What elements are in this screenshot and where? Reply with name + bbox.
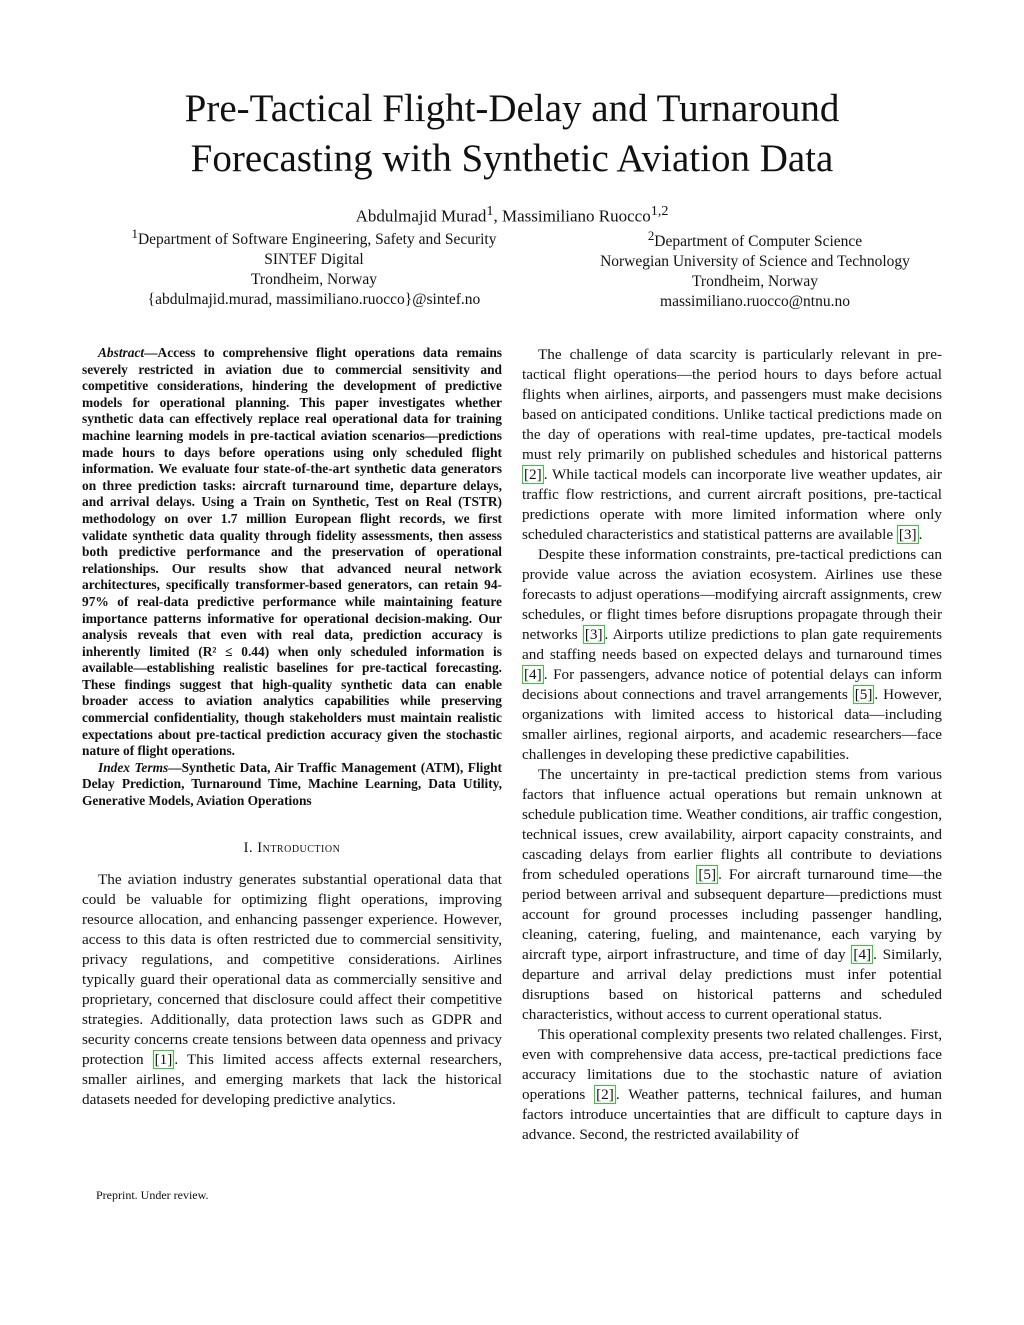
citation-link[interactable]: [1] [154, 1050, 173, 1068]
author-superscript: 1,2 [650, 203, 669, 219]
citation-link[interactable]: [3] [898, 526, 917, 543]
section-heading [82, 838, 502, 858]
paragraph [522, 1025, 942, 1145]
abstract [82, 345, 502, 760]
affiliation-email: massimiliano.ruocco@ntnu.no [660, 293, 850, 311]
paragraph-text: The uncertainty in pre-tactical prediction stems from various factors that influence actual operations but remain unknown at schedule publication time. Weather conditions, air traffic congestion, technical issues, crew availability, airport capacity constraints, and cascading delays from earlier flights all contribute to deviations from scheduled operations [522, 766, 942, 883]
section-number: I. [243, 839, 258, 856]
footnote: Preprint. Under review. [96, 1188, 209, 1202]
paper-title [0, 84, 1024, 184]
citation-link[interactable]: [5] [698, 866, 717, 883]
citation-link[interactable]: [4] [524, 666, 542, 683]
author-name: Massimiliano Ruocco [501, 206, 651, 226]
index-terms-label: Index Terms [98, 759, 169, 775]
paragraph-text: The aviation industry generates substantial operational data that could be valuable for optimizing flight operations, improving resource allocation, and enhancing passenger experience. However, access to this data is often restricted due to commercial sensitivity, privacy regulations, and competitive considerations. Airlines typically guard their operational data as commercially sensitive and proprietary, concerned that disclosure could affect their competitive strategies. Additionally, data protection laws such as GDPR and security concerns create tensions between data openness and privacy protection [82, 870, 502, 1068]
paragraph-text: . For passengers, advance notice of potential delays can inform decisions about connections and travel arrangements [522, 666, 942, 703]
paragraph-text: Despite these information constraints, pre-tactical predictions can provide value across the aviation ecosystem. Airlines use these forecasts to adjust operations—modifying aircraft assignments, crew schedules, or flight times before disruptions propagate through their networks [522, 546, 942, 643]
paragraph-text: . While tactical models can incorporate live weather updates, air traffic flow restrictions, and current aircraft positions, pre-tactical predictions operate with more limited information where only scheduled characteristics and statistical patterns are available [522, 466, 942, 543]
author-name: Abdulmajid Murad [355, 206, 487, 226]
abstract-label: Abstract [98, 345, 145, 360]
section-title: Introduction [257, 839, 341, 856]
affiliation-superscript: 2 [647, 228, 655, 243]
paragraph-text: . However, organizations with limited access to historical data—including smaller airlines, regional airports, and academic researchers—face challenges in developing these predictive capabilities. [522, 686, 942, 763]
author-separator: , [493, 206, 502, 226]
affiliation-city: Trondheim, Norway [250, 271, 377, 289]
paragraph [522, 765, 942, 1025]
affiliation-department: Department of Software Engineering, Safety and Security [137, 231, 497, 249]
citation-link[interactable]: [2] [596, 1086, 614, 1103]
citation-link[interactable]: [3] [584, 626, 603, 643]
paragraph-text: The challenge of data scarcity is particularly relevant in pre-tactical flight operations—the period hours to days before actual flights when airlines, airports, and passengers must make decisions based on anticipated conditions. Unlike tactical predictions made on the day of operations with real-time updates, pre-tactical models must rely primarily on published schedules and historical patterns [522, 346, 942, 463]
affiliation-2 [580, 226, 930, 312]
citation-link[interactable]: [4] [853, 946, 872, 963]
affiliation-city: Trondheim, Norway [691, 273, 818, 291]
paragraph-text: . [918, 526, 923, 543]
abstract-text: —Access to comprehensive flight operations data remains severely restricted in aviation due to commercial sensitivity and competitive considerations, hindering the development of predictive models for operational planning. This paper investigates whether synthetic data can effectively replace real operational data for training machine learning models in pre-tactical aviation scenarios—predictions made hours to days before operations using only scheduled flight information. We evaluate four state-of-the-art synthetic data generators on three prediction tasks: aircraft turnaround time, departure delays, and arrival delays. Using a Train on Synthetic, Test on Real (TSTR) methodology on over 1.7 million European flight records, we first validate synthetic data quality through fidelity assessments, then assess both predictive performance and the preservation of operational relationships. Our results show that advanced neural network architectures, specifically transformer-based generators, can retain 94-97% of real-data predictive performance while maintaining feature importance patterns informative for operational decision-making. Our analysis reveals that even with real data, prediction accuracy is inherently limited (R² ≤ 0.44) when only scheduled information is available—establishing realistic baselines for pre-tactical forecasting. These findings suggest that high-quality synthetic data can enable broader access to aviation analytics capabilities while preserving commercial confidentiality, though stakeholders must maintain realistic expectations about pre-tactical prediction accuracy given the stochastic nature of flight operations. [82, 345, 502, 759]
affiliation-organization: Norwegian University of Science and Technology [600, 253, 910, 271]
title-line-2: Forecasting with Synthetic Aviation Data [190, 137, 834, 180]
affiliation-1 [108, 224, 520, 310]
paragraph [522, 345, 942, 545]
affiliation-superscript: 1 [131, 226, 138, 241]
affiliation-email: {abdulmajid.murad, massimiliano.ruocco}@sintef.no [147, 291, 481, 309]
paragraph [522, 545, 942, 765]
right-column [522, 345, 942, 1145]
paragraph-text: . Similarly, departure and arrival delay predictions must infer potential disruptions based on historical patterns and scheduled characteristics, without access to current operational status. [522, 946, 942, 1023]
affiliation-organization: SINTEF Digital [264, 251, 364, 269]
paragraph-text: . Weather patterns, technical failures, and human factors introduce uncertainties that are difficult to capture days in advance. Second, the restricted availability of [522, 1086, 942, 1143]
citation-link[interactable]: [5] [854, 686, 873, 703]
paragraph [82, 870, 502, 1110]
left-column [82, 345, 502, 1110]
paragraph-text: . This limited access affects external researchers, smaller airlines, and emerging markets that lack the historical datasets needed for developing predictive analytics. [82, 1050, 502, 1108]
citation-link[interactable]: [2] [524, 466, 542, 483]
paragraph-text: . For aircraft turnaround time—the period between arrival and subsequent departure—predictions must account for ground processes including passenger handling, cleaning, catering, fueling, and maintenance, each varying by aircraft type, airport infrastructure, and time of day [522, 866, 943, 963]
paragraph-text: This operational complexity presents two related challenges. First, even with comprehensive data access, pre-tactical predictions face accuracy limitations due to the stochastic nature of aviation operations [522, 1026, 942, 1103]
paragraph-text: . Airports utilize predictions to plan gate requirements and staffing needs based on expected delays and turnaround times [522, 626, 942, 663]
affiliation-department: Department of Computer Science [654, 233, 863, 251]
index-terms-text: —Synthetic Data, Air Traffic Management (ATM), Flight Delay Prediction, Turnaround Time, Machine Learning, Data Utility, Generative Models, Aviation Operations [82, 759, 502, 809]
index-terms [82, 760, 502, 810]
title-line-1: Pre-Tactical Flight-Delay and Turnaround [184, 87, 840, 130]
author-superscript: 1 [486, 203, 494, 219]
